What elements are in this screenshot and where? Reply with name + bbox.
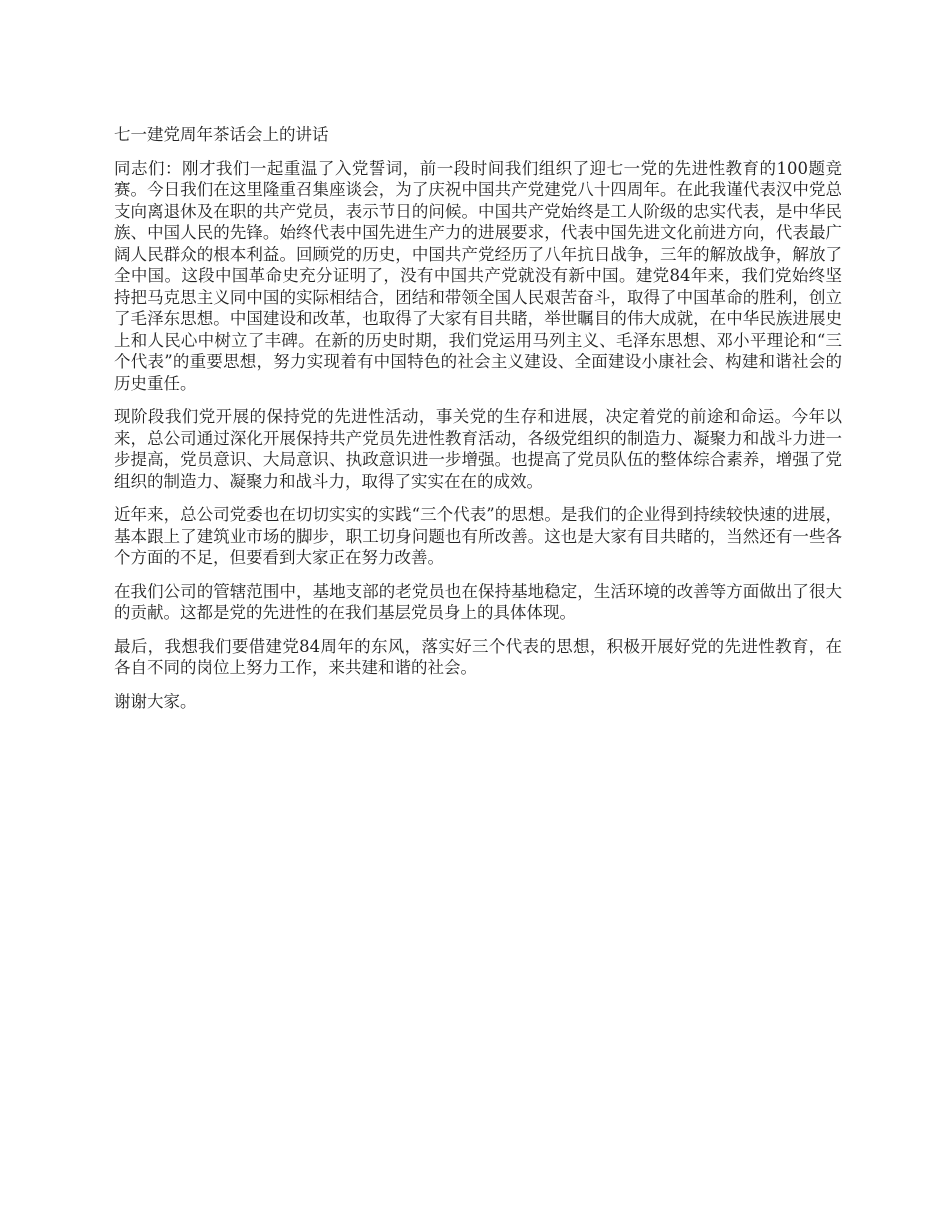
paragraph-advancement-activity: 现阶段我们党开展的保持党的先进性活动，事关党的生存和进展，决定着党的前途和命运。今年以来，总公司通过深化开展保持共产党员先进性教育活动，各级党组织的制造力、凝聚力和战斗力进一步提高，党员意识、大局意识、执政意识进一步增强。也提高了党员队伍的整体综合素养，增强了党组织的制造力、凝聚力和战斗力，取得了实实在在的成效。 [114, 407, 842, 491]
document-page [114, 124, 842, 724]
paragraph-recent-years: 近年来，总公司党委也在切切实实的实践“三个代表”的思想。是我们的企业得到持续较快速的进展，基本跟上了建筑业市场的脚步，职工切身问题也有所改善。这也是大家有目共睹的，当然还有一些各个方面的不足，但要看到大家正在努力改善。 [114, 505, 842, 567]
paragraph-closing: 最后，我想我们要借建党84周年的东风，落实好三个代表的思想，积极开展好党的先进性教育，在各自不同的岗位上努力工作，来共建和谐的社会。 [114, 636, 842, 677]
paragraph-thanks: 谢谢大家。 [114, 691, 197, 711]
paragraph-base-branch: 在我们公司的管辖范围中，基地支部的老党员也在保持基地稳定，生活环境的改善等方面做出了很大的贡献。这都是党的先进性的在我们基层党员身上的具体体现。 [114, 581, 842, 622]
document-title: 七一建党周年茶话会上的讲话 [114, 125, 329, 144]
paragraph-greeting: 同志们：刚才我们一起重温了入党誓词，前一段时间我们组织了迎七一党的先进性教育的100题竞赛。今日我们在这里隆重召集座谈会，为了庆祝中国共产党建党八十四周年。在此我谨代表汉中党总支向离退休及在职的共产党员，表示节日的问候。中国共产党始终是工人阶级的忠实代表，是中华民族、中国人民的先锋。始终代表中国先进生产力的进展要求，代表中国先进文化前进方向，代表最广阔人民群众的根本利益。回顾党的历史，中国共产党经历了八年抗日战争，三年的解放战争，解放了全中国。这段中国革命史充分证明了，没有中国共产党就没有新中国。建党84年来，我们党始终坚持把马克思主义同中国的实际相结合，团结和带领全国人民艰苦奋斗，取得了中国革命的胜利，创立了毛泽东思想。中国建设和改革，也取得了大家有目共睹，举世瞩目的伟大成就，在中华民族进展史上和人民心中树立了丰碑。在新的历史时期，我们党运用马列主义、毛泽东思想、邓小平理论和“三个代表”的重要思想，努力实现着有中国特色的社会主义建设、全面建设小康社会、构建和谐社会的历史重任。 [114, 158, 842, 393]
